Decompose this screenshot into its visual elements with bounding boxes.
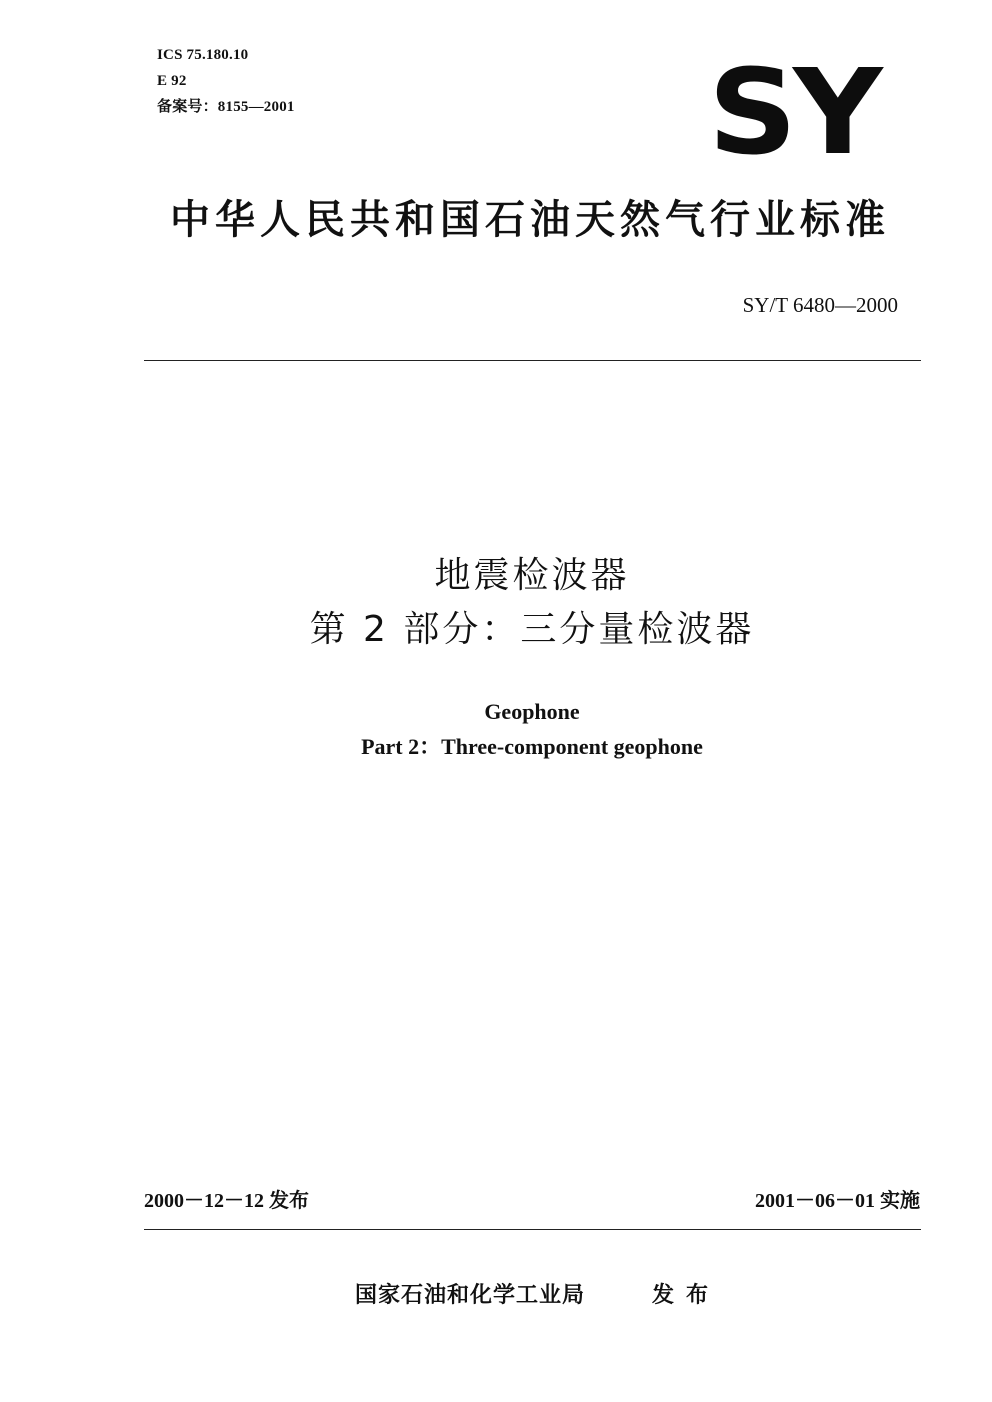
publisher-name: 国家石油和化学工业局 (355, 1283, 586, 1308)
issue-date: 2000－12－12 发布 (144, 1190, 309, 1212)
bottom-divider (144, 1229, 921, 1230)
classification-block (157, 42, 295, 120)
top-divider (144, 360, 921, 361)
issuer-title: 中华人民共和国石油天然气行业标准 (170, 197, 890, 243)
registration-number: 备案号：8155—2001 (157, 99, 295, 115)
english-title: Geophone (484, 699, 580, 724)
standard-number: SY/T 6480—2000 (742, 293, 898, 317)
english-subtitle: Part 2：Three-component geophone (361, 734, 703, 759)
ccs-code: E 92 (157, 73, 187, 89)
ics-code: ICS 75.180.10 (157, 47, 249, 63)
effective-date: 2001－06－01 实施 (755, 1190, 920, 1212)
chinese-title: 地震检波器 (434, 555, 630, 596)
chinese-subtitle: 第 2 部分：三分量检波器 (309, 609, 755, 650)
publish-label: 发布 (652, 1283, 721, 1308)
sy-logo: SY (708, 43, 879, 181)
